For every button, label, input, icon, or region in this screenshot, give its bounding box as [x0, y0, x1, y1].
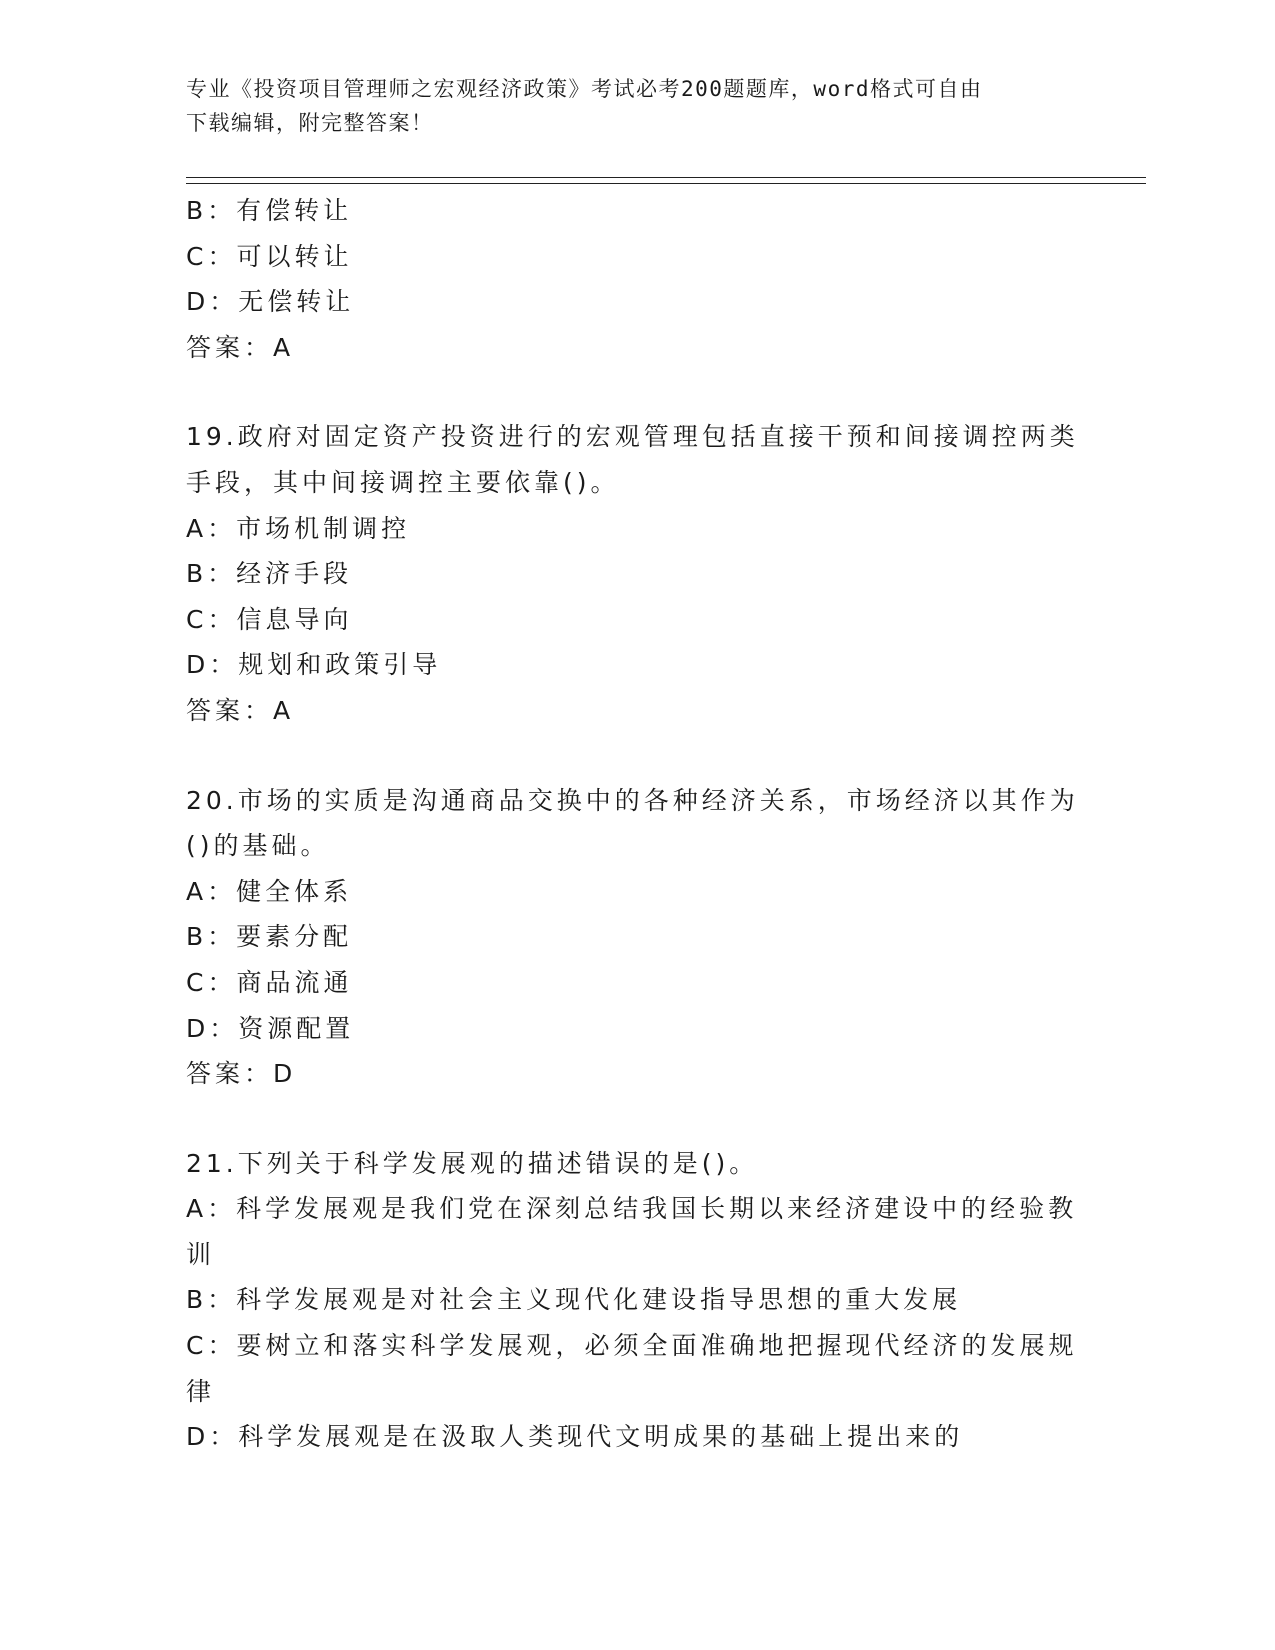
question-text: 19.政府对固定资产投资进行的宏观管理包括直接干预和间接调控两类: [186, 422, 1079, 452]
option-a-continued: 训: [186, 1239, 216, 1269]
option-a: A：市场机制调控: [186, 513, 411, 543]
question-21: [186, 1141, 1086, 1460]
answer: 答案：A: [186, 332, 295, 362]
option-c: C：商品流通: [186, 967, 353, 997]
question-text: 21.下列关于科学发展观的描述错误的是()。: [186, 1148, 759, 1178]
header-divider-top: [186, 177, 1146, 178]
option-d: D：无偿转让: [186, 287, 355, 317]
question-content: [186, 188, 1086, 1460]
option-d: D：科学发展观是在汲取人类现代文明成果的基础上提出来的: [186, 1422, 964, 1452]
option-a: A：科学发展观是我们党在深刻总结我国长期以来经济建设中的经验教: [186, 1194, 1078, 1224]
question-text: 手段，其中间接调控主要依靠()。: [186, 467, 620, 497]
option-b: B：有偿转让: [186, 196, 353, 225]
option-c: C：要树立和落实科学发展观，必须全面准确地把握现代经济的发展规: [186, 1331, 1078, 1361]
option-d: D：规划和政策引导: [186, 650, 442, 680]
option-a: A：健全体系: [186, 876, 353, 906]
option-d: D：资源配置: [186, 1013, 355, 1043]
carryover-block: [186, 188, 1086, 370]
option-c-continued: 律: [186, 1376, 216, 1406]
option-b: B：经济手段: [186, 559, 353, 589]
option-c: C：信息导向: [186, 604, 353, 634]
answer: 答案：D: [186, 1059, 297, 1089]
option-c: C：可以转让: [186, 241, 353, 271]
question-19: [186, 414, 1086, 733]
answer: 答案：A: [186, 695, 295, 725]
option-b: B：科学发展观是对社会主义现代化建设指导思想的重大发展: [186, 1285, 962, 1315]
question-text: 20.市场的实质是沟通商品交换中的各种经济关系，市场经济以其作为: [186, 785, 1079, 815]
page-header: [186, 72, 1066, 140]
option-b: B：要素分配: [186, 922, 353, 952]
question-text: ()的基础。: [186, 831, 330, 861]
header-line-2: 下载编辑，附完整答案！: [186, 111, 434, 135]
header-divider-bottom: [186, 183, 1146, 184]
header-line-1: 专业《投资项目管理师之宏观经济政策》考试必考200题题库，word格式可自由: [186, 77, 983, 101]
question-20: [186, 778, 1086, 1097]
